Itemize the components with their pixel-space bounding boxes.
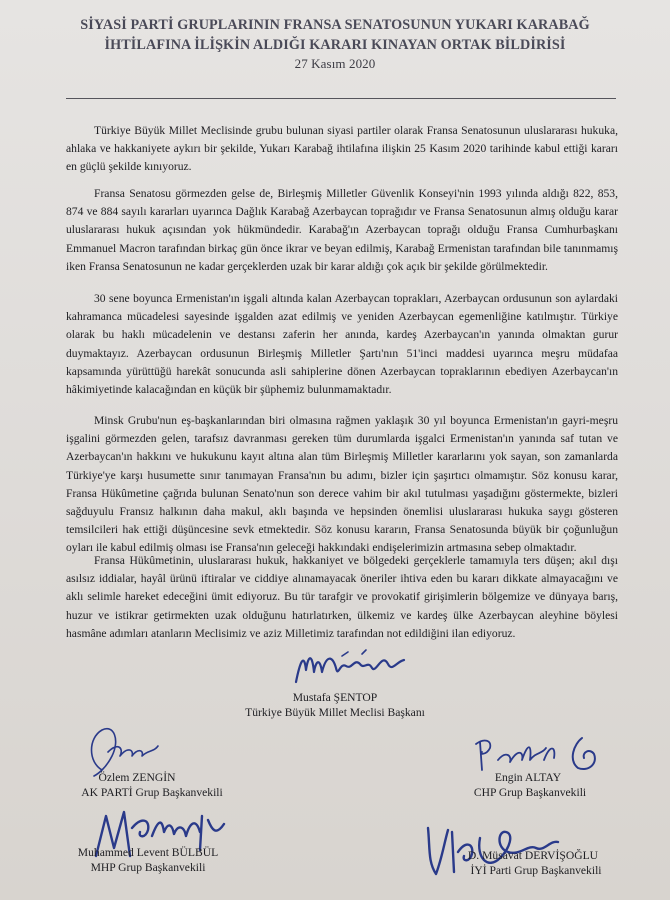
chp-title: CHP Grup Başkanvekili: [473, 786, 587, 799]
paragraph-1: Türkiye Büyük Millet Meclisinde grubu bulunan siyasi partiler olarak Fransa Senatosunun uluslararası hukuka, ahlaka ve hakkaniyete aykırı bir şekilde, Yukarı Karabağ ihtilafına ilişkin 25 Kasım 2020 tarihinde kabul ettiği kararı en güçlü şekilde kınıyoruz.: [66, 124, 618, 174]
mhp-title: MHP Grup Başkanvekili: [90, 861, 206, 874]
paragraph-3: 30 sene boyunca Ermenistan'ın işgali altında kalan Azerbaycan toprakları, Azerbaycan ordusunun son aylardaki kahramanca mücadelesi sayesinde işgalden azat edilmiş ve yeniden Azerbaycan egemenliğine katılmıştır. Türkiye olarak bu haklı mücadelenin ve destansı zaferin her anında, kardeş Azerbaycan'ın yanında olmaktan gurur duymaktayız. Azerbaycan ordusunun Birleşmiş Milletler Şartı'nın 51'inci maddesi uyarınca meşru müdafaa kapsamında yürüttüğü harekât sonucunda asli sahiplerine dönen Azerbaycan topraklarının ebediyen Azerbaycan'ın hâkimiyetinde kalacağından en küçük bir şüphemiz bulunmamaktadır.: [66, 292, 618, 397]
speaker-signature: [292, 642, 412, 690]
title-line-2: İHTİLAFINA İLİŞKİN ALDIĞI KARARI KINAYAN ORTAK BİLDİRİSİ: [104, 37, 566, 53]
mhp-name: Muhammed Levent BÜLBÜL: [77, 846, 219, 859]
document-date: 27 Kasım 2020: [294, 56, 376, 71]
chp-name: Engin ALTAY: [494, 771, 562, 784]
title-line-1: SİYASİ PARTİ GRUPLARININ FRANSA SENATOSUNUN YUKARI KARABAĞ: [80, 17, 590, 33]
speaker-title: Türkiye Büyük Millet Meclisi Başkanı: [245, 706, 425, 719]
speaker-name: Mustafa ŞENTOP: [292, 691, 378, 704]
iyi-title: İYİ Parti Grup Başkanvekili: [470, 864, 602, 877]
paragraph-2: Fransa Senatosu görmezden gelse de, Birleşmiş Milletler Güvenlik Konseyi'nin 1993 yılında aldığı 822, 853, 874 ve 884 sayılı kararları uyarınca Dağlık Karabağ Azerbaycan toprağıdır ve Fransa Senatosunun almış olduğu karar uluslararası hukuk açısından yok hükmündedir. Karabağ'ın Azerbaycan toprağı olduğu Fransa Cumhurbaşkanı Emmanuel Macron tarafından birkaç gün önce ikrar ve beyan edilmiş, Karabağ Ermenistan tarafından bile tanınmamış iken Fransa Senatosunun ne kadar gerçeklerden uzak bir karar aldığı çok açık bir şekilde görülmektedir.: [66, 187, 618, 273]
iyi-name: D. Müsavat DERVİŞOĞLU: [467, 849, 599, 862]
paragraph-5: Fransa Hükûmetinin, uluslararası hukuk, hakkaniyet ve bölgedeki gerçeklerle tamamıyla ters düşen; akıl dışı asılsız iddialar, hayâl ürünü iftiralar ve ciddiye alınamayacak öneriler ihtiva eden bu kararı dikkate almayacağını ve aklı selimle hareket edeceğini ümit ediyoruz. Bu tür tarafgir ve provokatif girişimlerin bölgemize ve dünyaya barış, huzur ve istikrar getirmekten uzak olduğunu hatırlatırken, ülkemiz ve kardeş ülke Azerbaycan aleyhine böylesi hasmâne adımları atanların Meclisimiz ve aziz Milletimiz tarafından not edildiğini ilan ediyoruz.: [66, 554, 618, 640]
akp-name: Özlem ZENGİN: [98, 771, 176, 784]
paragraph-4: Minsk Grubu'nun eş-başkanlarından biri olmasına rağmen yaklaşık 30 yıl boyunca Ermenistan'ın gayri-meşru işgalini görmezden gelen, tarafsız davranması gereken tüm durumlarda işgalci Ermenistan'ın yanında saf tutan ve Azerbaycan'ın hakkını ve hukukunu kayıt altına alan tüm Birleşmiş Milletler kararlarını yok sayan, son zamanlarda Türkiye'ye karşı husumette sınır tanımayan Fransa'nın bu adımı, bizler için şaşırtıcı olmamıştır. Söz konusu karar, Fransa Hükûmetine çağrıda bulunan Senato'nun son derece vahim bir akıl tutulması yaşadığını göstermekte, bizleri sağduyulu Fransız halkının daha makul, aklı başında ve hepsinden önemlisi uluslararası hukuka saygı gösteren temsilcileri hak ettiği düşüncesine sevk etmektedir. Söz konusu kararın, Fransa Senatosunda büyük bir çoğunluğun oyları ile kabul edilmiş olması ise Fransa'nın geleceği hakkındaki endişelerimizin artmasına sebep olmaktadır.: [66, 414, 618, 555]
akp-title: AK PARTİ Grup Başkanvekili: [81, 786, 223, 799]
header-divider: [66, 98, 616, 99]
